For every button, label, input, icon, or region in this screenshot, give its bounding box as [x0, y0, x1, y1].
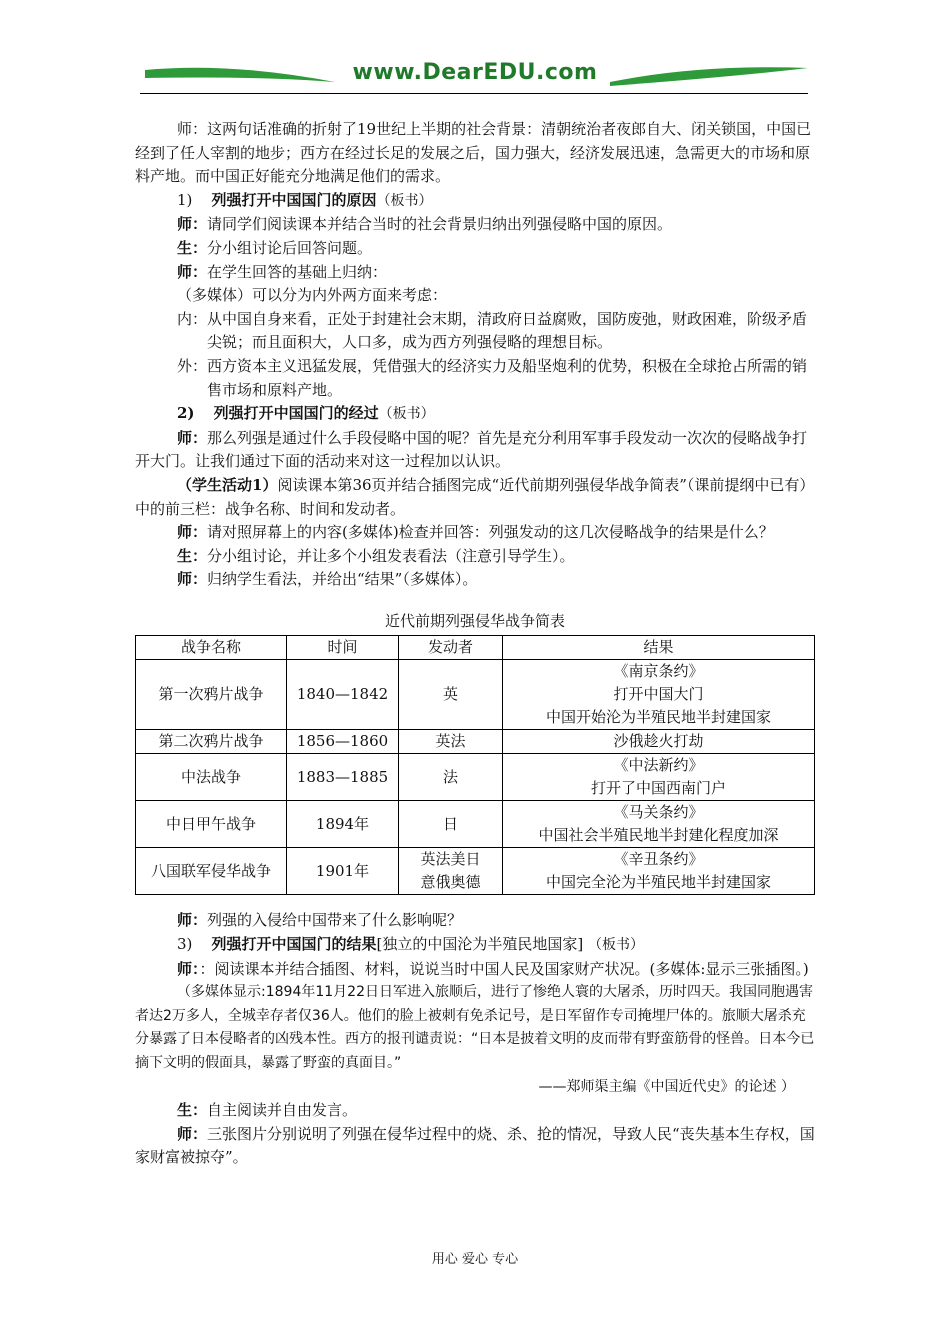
war-initiator: 英法美日 意俄奥德: [399, 848, 503, 895]
column-header: 结果: [503, 636, 815, 660]
war-result: 《马关条约》 中国社会半殖民地半封建化程度加深: [503, 801, 815, 848]
paragraph: 师：那么列强是通过什么手段侵略中国的呢？首先是充分利用军事手段发动一次次的侵略战争打开大门。让我们通过下面的活动来对这一过程加以认识。: [135, 428, 808, 471]
war-initiator: 英: [399, 660, 503, 730]
war-time: 1856—1860: [287, 730, 399, 754]
war-result: 《辛丑条约》 中国完全沦为半殖民地半封建国家: [503, 848, 815, 895]
paragraph: （学生活动1）阅读课本第36页并结合插图完成“近代前期列强侵华战争简表”（课前提纲中已有）中的前三栏：战争名称、时间和发动者。: [135, 475, 815, 518]
section-heading: 3) 列强打开中国国门的结果[独立的中国沦为半殖民地国家] （板书）: [177, 935, 644, 954]
paragraph: 师：这两句话准确的折射了19世纪上半期的社会背景：清朝统治者夜郎自大、闭关锁国，中国已经到了任人宰割的地步；西方在经过长足的发展之后，国力强大，经济发展迅速，急需更大的市场和原料产地。而中国正好能充分地满足他们的需求。: [135, 120, 812, 186]
war-time: 1901年: [287, 848, 399, 895]
table-row: [136, 848, 815, 895]
war-time: 1840—1842: [287, 660, 399, 730]
war-initiator: 日: [399, 801, 503, 848]
war-name: 第一次鸦片战争: [136, 660, 287, 730]
paragraph: 师：归纳学生看法，并给出“结果”（多媒体）。: [177, 570, 478, 589]
paragraph: 师：请对照屏幕上的内容(多媒体)检查并回答：列强发动的这几次侵略战争的结果是什么？: [177, 523, 774, 542]
war-time: 1883—1885: [287, 754, 399, 801]
war-table: [135, 635, 815, 895]
header-divider: [140, 93, 808, 94]
table-row: [136, 754, 815, 801]
paragraph: 生：分小组讨论后回答问题。: [177, 238, 373, 257]
paragraph: 师：三张图片分别说明了列强在侵华过程中的烧、杀、抢的情况，导致人民“丧失基本生存权，国家财富被掠夺”。: [135, 1124, 815, 1167]
column-header: 战争名称: [136, 636, 287, 660]
table-row: [136, 660, 815, 730]
quote-source: ——郑师渠主编《中国近代史》的论述 ）: [538, 1078, 795, 1095]
table-header-row: [136, 636, 815, 660]
table-row: [136, 801, 815, 848]
table-row: [136, 730, 815, 754]
section-heading: 2) 列强打开中国国门的经过（板书）: [177, 404, 435, 423]
war-name: 八国联军侵华战争: [136, 848, 287, 895]
war-name: 第二次鸦片战争: [136, 730, 287, 754]
war-initiator: 法: [399, 754, 503, 801]
table-title: 近代前期列强侵华战争简表: [384, 611, 565, 630]
war-name: 中法战争: [136, 754, 287, 801]
paragraph: 师：在学生回答的基础上归纳：: [177, 262, 388, 281]
war-time: 1894年: [287, 801, 399, 848]
war-result: 沙俄趁火打劫: [503, 730, 815, 754]
war-name: 中日甲午战争: [136, 801, 287, 848]
quote-block: （多媒体显示:1894年11月22日日军进入旅顺后，进行了惨绝人寰的大屠杀，历时四天。我国同胞遇害者达2万多人，全城幸存者仅36人。他们的脸上被刺有免杀记号，是日军留作专司掩埋尸体的。旅顺大屠杀充分暴露了日本侵略者的凶残本性。西方的报刊谴责说：“日本是披着文明的皮而带有野蛮筋骨的怪兽。日本今已摘下文明的假面具，暴露了野蛮的真面目。”: [135, 984, 815, 1072]
paragraph: 师：列强的入侵给中国带来了什么影响呢？: [177, 911, 463, 930]
paragraph: （多媒体）可以分为内外两方面来考虑：: [177, 286, 448, 305]
paragraph: 师：：阅读课本并结合插图、材料，说说当时中国人民及国家财产状况。(多媒体:显示三张插图。): [177, 959, 809, 978]
inner-factor: 内：从中国自身来看，正处于封建社会末期，清政府日益腐败，国防废弛，财政困难，阶级矛盾尖锐；而且面积大，人口多，成为西方列强侵略的理想目标。: [177, 309, 808, 352]
war-result: 《中法新约》 打开了中国西南门户: [503, 754, 815, 801]
site-logo-text[interactable]: www.DearEDU.com: [352, 60, 598, 85]
column-header: 时间: [287, 636, 399, 660]
section-heading: 1) 列强打开中国国门的原因（板书）: [177, 190, 433, 209]
war-initiator: 英法: [399, 730, 503, 754]
war-result: 《南京条约》 打开中国大门 中国开始沦为半殖民地半封建国家: [503, 660, 815, 730]
paragraph: 生：自主阅读并自由发言。: [177, 1101, 358, 1120]
paragraph: 生：分小组讨论，并让多个小组发表看法（注意引导学生）。: [177, 546, 575, 565]
column-header: 发动者: [399, 636, 503, 660]
outer-factor: 外：西方资本主义迅猛发展，凭借强大的经济实力及船坚炮利的优势，积极在全球抢占所需的销售市场和原料产地。: [177, 356, 808, 399]
site-header: [140, 56, 810, 96]
document-body: [135, 118, 815, 1170]
paragraph: 师：请同学们阅读课本并结合当时的社会背景归纳出列强侵略中国的原因。: [177, 215, 673, 234]
page-footer: 用心 爱心 专心: [431, 1252, 519, 1267]
